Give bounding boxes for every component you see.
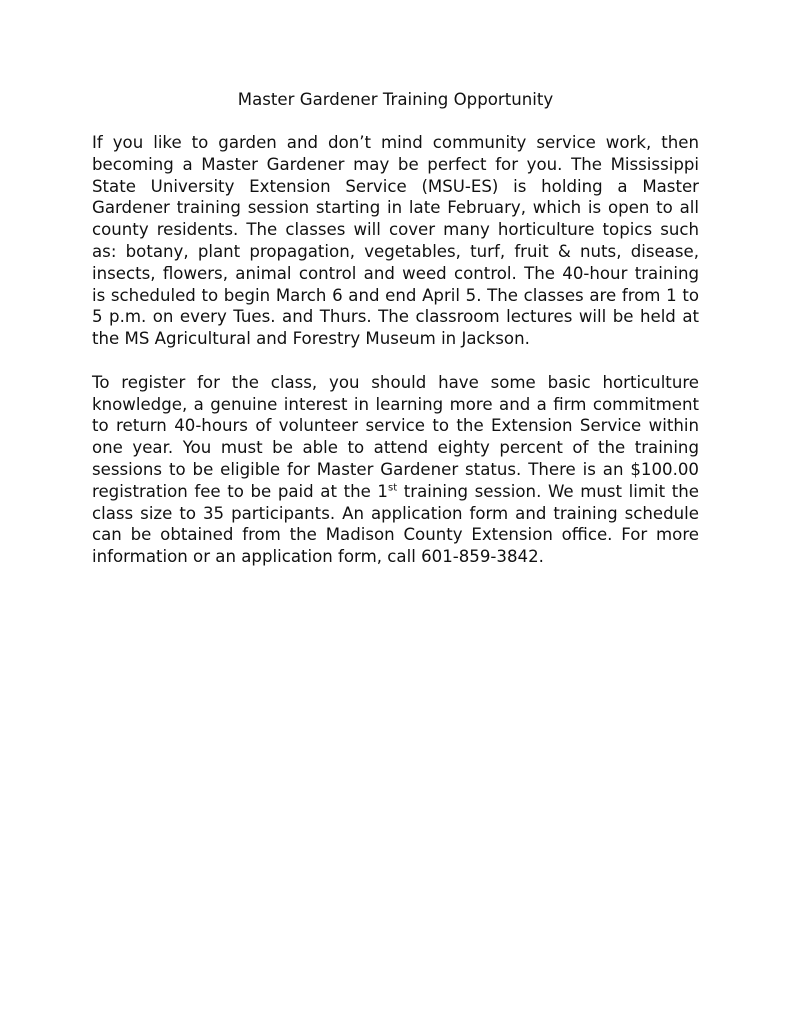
- paragraph-registration-info: [92, 372, 699, 568]
- ordinal-superscript: st: [388, 482, 398, 494]
- document-page: [92, 88, 699, 568]
- document-title: Master Gardener Training Opportunity: [237, 90, 554, 109]
- registration-text-part-1: To register for the class, you should have some basic horticulture knowledge, a genuine interest in learning more and a firm commitment to return 40-hours of volunteer service to the Extension Service within one year. You must be able to attend eighty percent of the training sessions to be eligible for Master Gardener status. There is an $100.00 registration fee to be paid at the 1: [92, 372, 699, 501]
- registration-text-part-2: training session. We must limit the class size to 35 participants. An application form and training schedule can be obtained from the Madison County Extension office. For more information or an application form, call 601-859-3842.: [92, 481, 700, 567]
- paragraph-program-description: If you like to garden and don’t mind community service work, then becoming a Master Gardener may be perfect for you. The Mississippi State University Extension Service (MSU-ES) is holding a Master Gardener training session starting in late February, which is open to all county residents. The classes will cover many horticulture topics such as: botany, plant propagation, vegetables, turf, fruit & nuts, disease, insects, flowers, animal control and weed control. The 40-hour training is scheduled to begin March 6 and end April 5. The classes are from 1 to 5 p.m. on every Tues. and Thurs. The classroom lectures will be held at the MS Agricultural and Forestry Museum in Jackson.: [92, 133, 699, 349]
